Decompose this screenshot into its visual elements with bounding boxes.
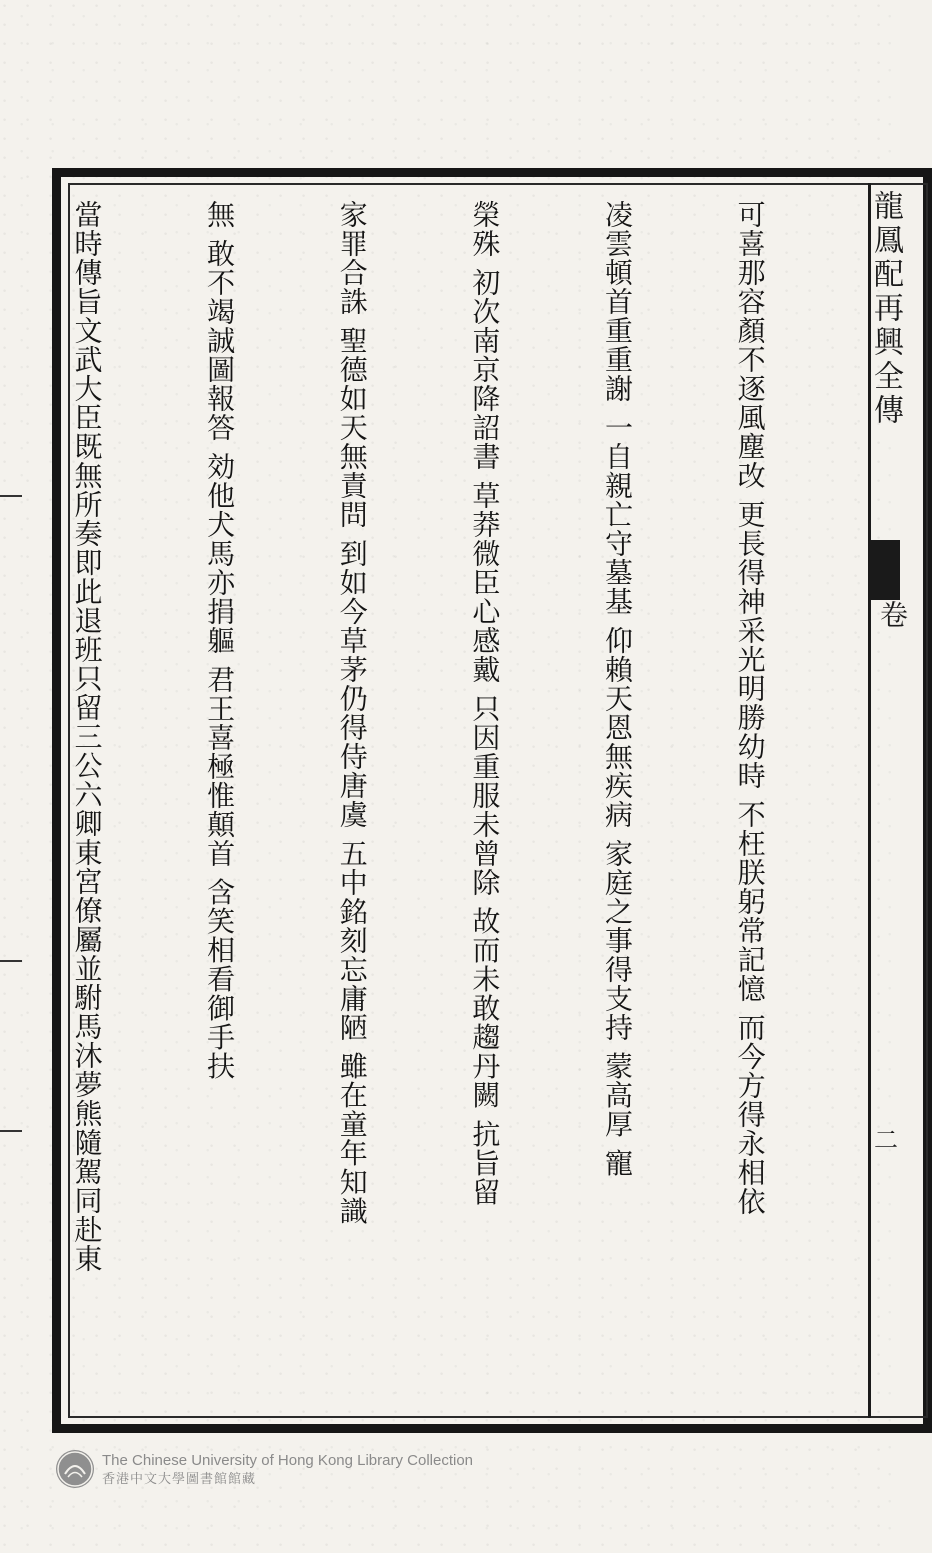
text-body bbox=[70, 200, 860, 1410]
cuhk-logo-icon bbox=[56, 1450, 94, 1488]
volume-label: 卷 bbox=[876, 600, 909, 628]
text-column: 榮殊 初次南京降詔書 草莽微臣心感戴 只因重服未曾除 故而未敢趨丹闕 抗旨留 bbox=[468, 200, 502, 1207]
book-title: 龍鳳配再興全傳 bbox=[868, 190, 903, 428]
fish-tail-mark bbox=[870, 540, 900, 600]
text-column: 可喜那容顏不逐風塵改 更長得神采光明勝幼時 不枉朕躬常記憶 而今方得永相依 bbox=[733, 200, 767, 1216]
text-column: 無 敢不竭誠圖報答 効他犬馬亦捐軀 君王喜極惟顛首 含笑相看御手扶 bbox=[203, 200, 237, 1081]
text-column: 家罪合誅 聖德如天無責問 到如今草茅仍得侍唐虞 五中銘刻忘庸陋 雖在童年知識 bbox=[335, 200, 369, 1226]
watermark-chinese: 香港中文大學圖書館館藏 bbox=[102, 1471, 257, 1486]
library-watermark bbox=[56, 1448, 473, 1490]
text-column: 凌雲頓首重重謝 一自親亡守墓基 仰賴天恩無疾病 家庭之事得支持 蒙高厚 寵 bbox=[600, 200, 634, 1178]
watermark-english: The Chinese University of Hong Kong Library Collection bbox=[102, 1452, 474, 1469]
page-number: 二 bbox=[874, 1126, 898, 1154]
text-column: 當時傳旨文武大臣既無所奏即此退班只留三公六卿東宮僚屬並駙馬沐夢熊隨駕同赴東 bbox=[70, 200, 104, 1273]
